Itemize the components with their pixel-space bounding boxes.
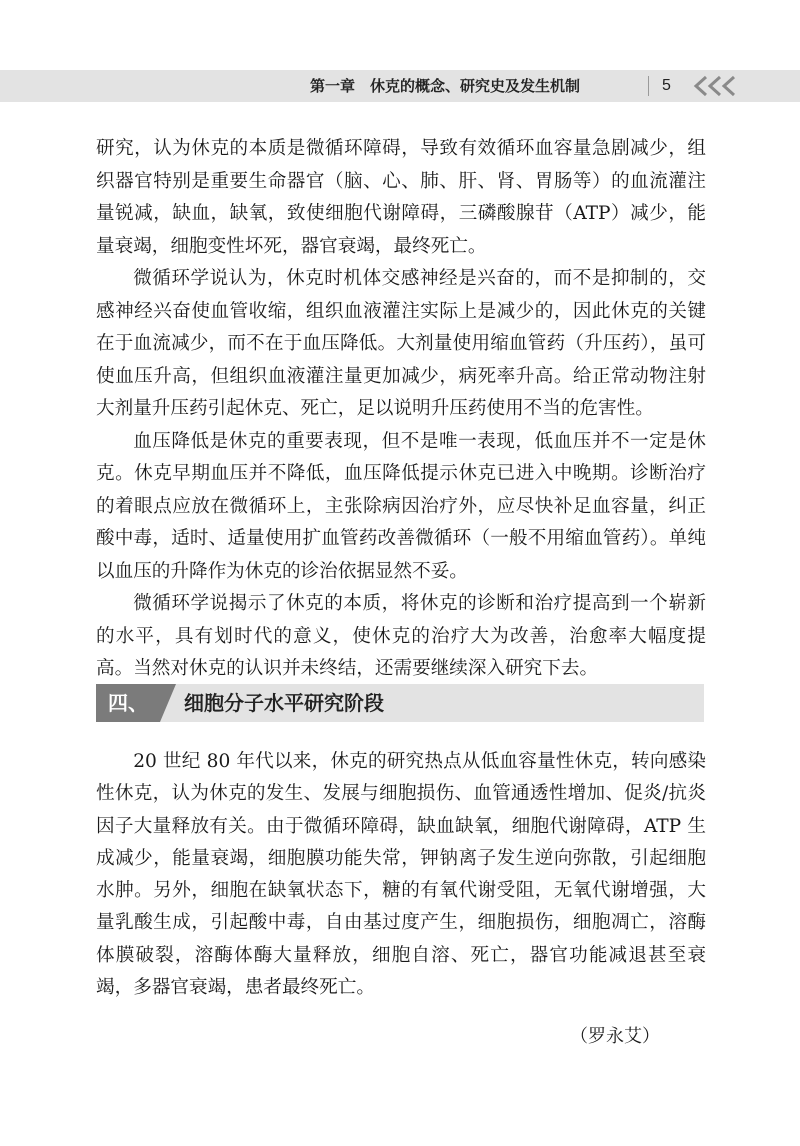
chapter-title: 第一章 休克的概念、研究史及发生机制	[310, 77, 581, 95]
body-text-upper	[96, 133, 706, 686]
paragraph-2: 微循环学说认为，休克时机体交感神经是兴奋的，而不是抑制的，交感神经兴奋使血管收缩，组织血液灌注实际上是减少的，因此休克的关键在于血流减少，而不在于血压降低。大剂量使用缩血管药（升压药），虽可使血压升高，但组织血液灌注量更加减少，病死率升高。给正常动物注射大剂量升压药引起休克、死亡，足以说明升压药使用不当的危害性。	[96, 268, 706, 419]
section-heading	[96, 684, 704, 722]
triple-chevron-left-icon	[692, 74, 746, 98]
header-divider	[648, 76, 649, 96]
paragraph-4: 微循环学说揭示了休克的本质，将休克的诊断和治疗提高到一个崭新的水平，具有划时代的意义，使休克的治疗大为改善，治愈率大幅度提高。当然对休克的认识并未终结，还需要继续深入研究下去。	[96, 593, 706, 679]
author-attribution: （罗永艾）	[570, 1026, 660, 1047]
body-text-lower	[96, 746, 706, 1004]
section-paragraph: 20 世纪 80 年代以来，休克的研究热点从低血容量性休克，转向感染性休克，认为休克的发生、发展与细胞损伤、血管通透性增加、促炎/抗炎因子大量释放有关。由于微循环障碍，缺血缺氧，细胞代谢障碍，ATP 生成减少，能量衰竭，细胞膜功能失常，钾钠离子发生逆向弥散，引起细胞水肿。另外，细胞在缺氧状态下，糖的有氧代谢受阻，无氧代谢增强，大量乳酸生成，引起酸中毒，自由基过度产生，细胞损伤，细胞凋亡，溶酶体膜破裂，溶酶体酶大量释放，细胞自溶、死亡，器官功能减退甚至衰竭，多器官衰竭，患者最终死亡。	[96, 751, 706, 999]
section-title: 细胞分子水平研究阶段	[184, 691, 384, 715]
section-notch	[160, 684, 176, 722]
paragraph-3: 血压降低是休克的重要表现，但不是唯一表现，低血压并不一定是休克。休克早期血压并不降低，血压降低提示休克已进入中晚期。诊断治疗的着眼点应放在微循环上，主张除病因治疗外，应尽快补足血容量，纠正酸中毒，适时、适量使用扩血管药改善微循环（一般不用缩血管药）。单纯以血压的升降作为休克的诊治依据显然不妥。	[96, 430, 706, 582]
section-number: 四、	[96, 684, 160, 722]
paragraph-1: 研究，认为休克的本质是微循环障碍，导致有效循环血容量急剧减少，组织器官特别是重要生命器官（脑、心、肺、肝、肾、胃肠等）的血流灌注量锐减，缺血，缺氧，致使细胞代谢障碍，三磷酸腺苷（ATP）减少，能量衰竭，细胞变性坏死，器官衰竭，最终死亡。	[96, 138, 706, 257]
page-number: 5	[662, 77, 671, 94]
